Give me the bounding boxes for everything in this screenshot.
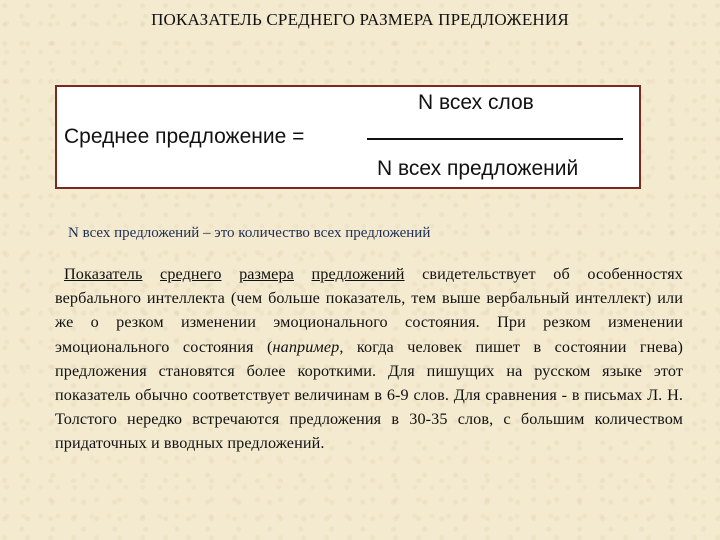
definition-note: N всех предложений – это количество всех предложений [68,225,431,241]
formula-left-side: Среднее предложение = [64,125,305,148]
term-word: среднего [160,265,222,283]
term-word: Показатель [64,265,143,283]
paragraph-text-part1: свидетельствует об особенностях вербального интеллекта (чем больше показатель, тем выше вербальный интеллект) или же о резком изменении эмоционального состояния. При резком изменении эмоционального состояния ( [55,265,683,356]
fraction-line [367,138,623,140]
paragraph-text-part2: , когда человек пишет в состоянии гнева) предложения становятся более короткими. Для пишущих на русском языке этот показатель обычно соответствует величинам в 6-9 слов. Для сравнения - в письмах Л. Н. Толстого нередко встречаются предложения в 30-35 слов, с большим количеством придаточных и вводных предложений. [55,337,683,453]
body-paragraph [55,262,683,456]
formula-box [55,85,641,189]
term-word: размера [239,265,294,283]
paragraph-italic-example: например [272,337,340,356]
term-word: предложений [311,265,405,283]
page-title: ПОКАЗАТЕЛЬ СРЕДНЕГО РАЗМЕРА ПРЕДЛОЖЕНИЯ [151,10,569,29]
formula-denominator: N всех предложений [377,157,579,180]
formula-numerator: N всех слов [418,91,534,114]
